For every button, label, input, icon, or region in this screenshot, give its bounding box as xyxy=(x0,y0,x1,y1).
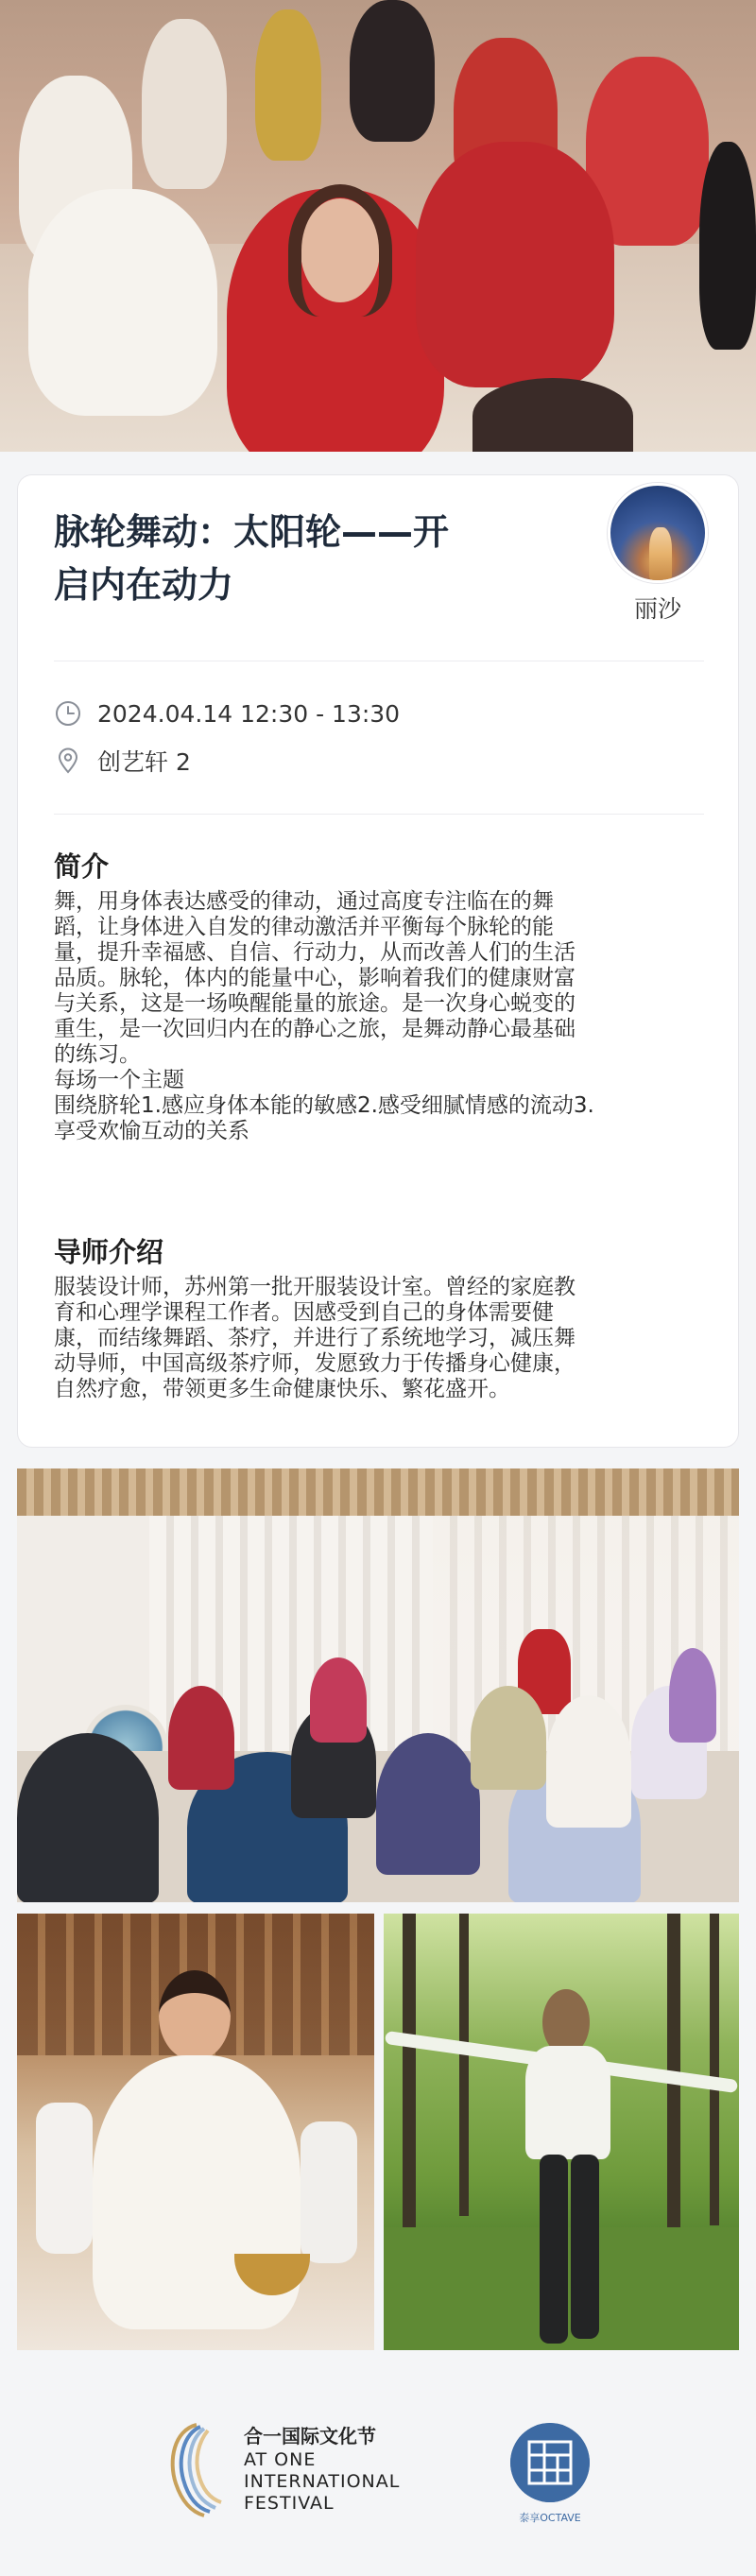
host-name: 丽沙 xyxy=(633,595,681,623)
dancer-top xyxy=(525,2046,610,2159)
avatar-person xyxy=(649,527,672,580)
event-time-row xyxy=(54,695,400,732)
stage-light xyxy=(301,2121,357,2263)
forest-dance-photo xyxy=(384,1914,739,2350)
mentor-line: 动导师，中国高级茶疗师，发愿致力于传播身心健康， xyxy=(54,1351,576,1376)
event-location-row[interactable] xyxy=(54,742,191,780)
festival-name-en xyxy=(244,2449,400,2515)
dancer-figure xyxy=(350,0,435,142)
footer-logos xyxy=(0,2372,756,2576)
dancer-head xyxy=(472,378,633,452)
event-time: 2024.04.14 12:30 - 13:30 xyxy=(97,699,401,728)
intro-line: 围绕脐轮1.感应身体本能的敏感2.感受细腻情感的流动3. xyxy=(54,1093,594,1118)
octave-label: 泰享OCTAVE xyxy=(519,2512,581,2524)
intro-line: 重生，是一次回归内在的静心之旅，是舞动静心最基础 xyxy=(54,1017,576,1041)
event-location: 创艺轩 2 xyxy=(97,748,191,776)
teacher-face xyxy=(159,1970,231,2061)
stage-light xyxy=(36,2103,93,2254)
hero-photo xyxy=(0,0,756,452)
festival-name-line: AT ONE xyxy=(244,2449,317,2470)
studio-class-photo xyxy=(17,1468,739,1902)
intro-line: 每场一个主题 xyxy=(54,1068,184,1092)
mentor-line: 自然疗愈，带领更多生命健康快乐、繁花盛开。 xyxy=(54,1377,510,1401)
dancer-figure xyxy=(142,19,227,189)
participant xyxy=(669,1648,716,1743)
intro-line: 享受欢愉互动的关系 xyxy=(54,1119,249,1143)
mentor-line: 服装设计师，苏州第一批开服装设计室。曾经的家庭教 xyxy=(54,1275,576,1299)
dancer-leg xyxy=(571,2155,599,2339)
octave-logo-icon xyxy=(510,2423,590,2502)
participant xyxy=(168,1686,234,1790)
dancer-leg xyxy=(540,2155,568,2344)
main-dancer-hair xyxy=(288,184,392,317)
intro-line: 的练习。 xyxy=(54,1042,141,1067)
at-one-festival-logo-icon xyxy=(163,2417,231,2521)
tree-trunk xyxy=(710,1914,719,2225)
event-info-card xyxy=(17,474,739,1448)
dancer-figure xyxy=(416,142,614,387)
divider xyxy=(54,814,704,815)
mentor-heading: 导师介绍 xyxy=(54,1236,164,1268)
participant xyxy=(471,1686,546,1790)
tree-trunk xyxy=(403,1914,416,2235)
intro-line: 舞，用身体表达感受的律动，通过高度专注临在的舞 xyxy=(54,889,554,914)
intro-heading: 简介 xyxy=(54,850,110,883)
participant xyxy=(310,1657,367,1743)
dancer-figure xyxy=(28,189,217,416)
teacher-meditation-photo xyxy=(17,1914,374,2350)
intro-line: 蹈，让身体进入自发的律动激活并平衡每个脉轮的能 xyxy=(54,915,554,939)
event-title-line: 脉轮舞动：太阳轮——开 xyxy=(54,511,450,553)
festival-name-line: INTERNATIONAL xyxy=(244,2471,401,2492)
participant xyxy=(376,1733,480,1875)
location-pin-icon xyxy=(54,747,82,775)
intro-line: 量，提升幸福感、自信、行动力，从而改善人们的生活 xyxy=(54,940,576,965)
participant xyxy=(546,1695,631,1828)
festival-name-line: FESTIVAL xyxy=(244,2493,335,2514)
dancer-figure xyxy=(255,9,321,161)
clock-icon xyxy=(54,699,82,728)
festival-name-cn: 合一国际文化节 xyxy=(244,2425,376,2447)
mentor-line: 康，而结缘舞蹈、茶疗，并进行了系统地学习，减压舞 xyxy=(54,1326,576,1350)
event-title-line: 启内在动力 xyxy=(54,564,234,606)
event-title xyxy=(54,506,545,611)
host-avatar[interactable] xyxy=(608,483,708,583)
studio-ceiling xyxy=(17,1468,739,1516)
tree-trunk xyxy=(459,1914,469,2216)
mentor-text xyxy=(54,1275,712,1402)
intro-line: 与关系，这是一场唤醒能量的旅途。是一次身心蜕变的 xyxy=(54,991,576,1016)
dancer-figure xyxy=(699,142,756,350)
mentor-line: 育和心理学课程工作者。因感受到自己的身体需要健 xyxy=(54,1300,554,1325)
intro-line: 品质。脉轮，体内的能量中心，影响着我们的健康财富 xyxy=(54,966,576,990)
participant xyxy=(17,1733,159,1902)
intro-text xyxy=(54,889,712,1144)
